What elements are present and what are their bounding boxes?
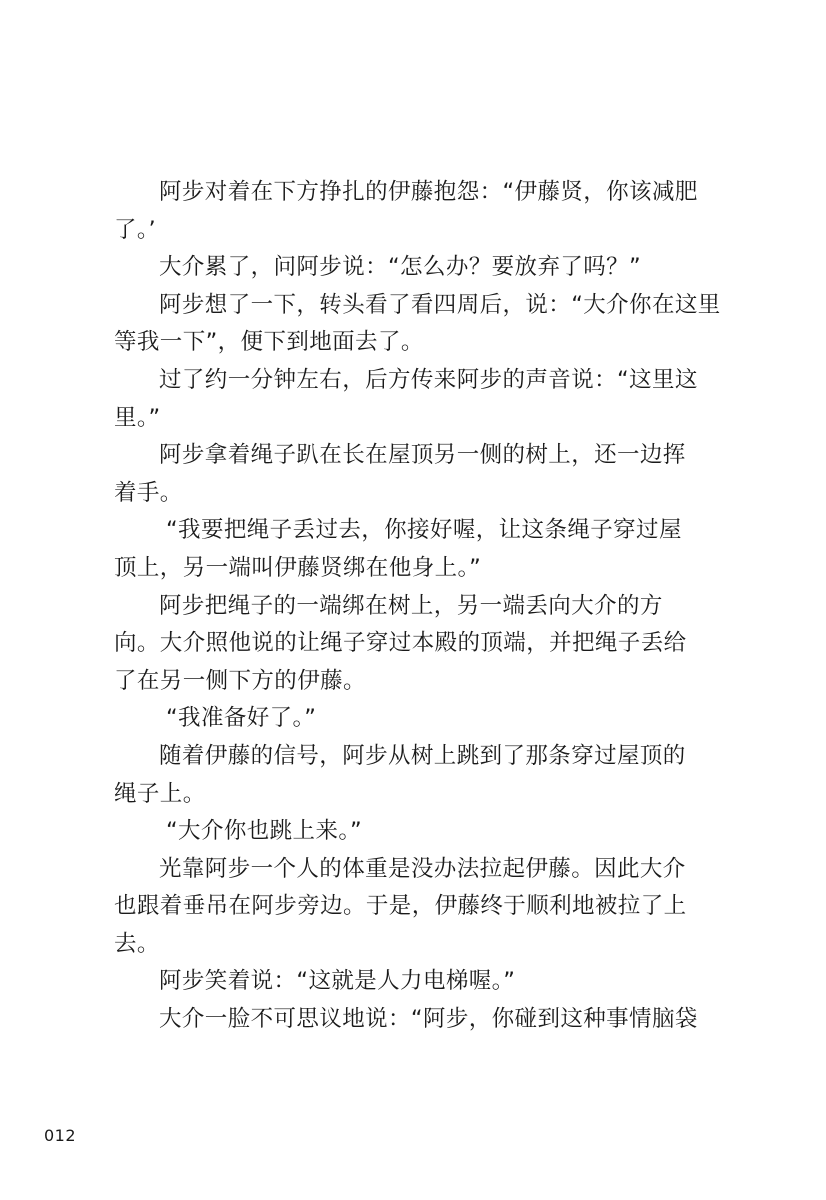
text-line: 绳子上。 — [114, 780, 206, 807]
text-line: 阿步想了一下，转头看了看四周后，说：“大介你在这里 — [159, 291, 721, 318]
text-line: “我要把绳子丢过去，你接好喔，让这条绳子穿过屋 — [166, 517, 682, 544]
text-line: 阿步对着在下方挣扎的伊藤抱怨：“伊藤贤，你该减肥 — [159, 179, 698, 205]
text-line: 过了约一分钟左右，后方传来阿步的声音说：“这里这 — [159, 366, 698, 393]
text-line: 阿步把绳子的一端绑在树上，另一端丢向大介的方 — [159, 592, 663, 619]
text-line: 光靠阿步一个人的体重是没办法拉起伊藤。因此大介 — [159, 855, 686, 882]
text-line: 阿步笑着说：“这就是人力电梯喔。” — [159, 968, 516, 995]
text-line: “我准备好了。” — [166, 705, 317, 732]
page-number: 012 — [44, 1126, 77, 1145]
text-line: 着手。 — [114, 479, 183, 506]
text-line: 大介一脸不可思议地说：“阿步，你碰到这种事情脑袋 — [159, 1006, 698, 1033]
text-line: 了在另一侧下方的伊藤。 — [114, 667, 366, 694]
text-line: “大介你也跳上来。” — [166, 818, 363, 845]
text-line: 向。大介照他说的让绳子穿过本殿的顶端，并把绳子丢给 — [114, 630, 687, 657]
body-text — [114, 174, 721, 1039]
text-line: 去。 — [114, 930, 160, 957]
text-line: 了。’ — [114, 216, 157, 243]
text-line: 随着伊藤的信号，阿步从树上跳到了那条穿过屋顶的 — [159, 742, 686, 769]
text-line: 里。” — [114, 404, 161, 431]
text-line: 阿步拿着绳子趴在长在屋顶另一侧的树上，还一边挥 — [159, 442, 686, 469]
text-line: 也跟着垂吊在阿步旁边。于是，伊藤终于顺利地被拉了上 — [114, 893, 687, 920]
text-line: 顶上，另一端叫伊藤贤绑在他身上。” — [114, 554, 482, 581]
text-line: 大介累了，问阿步说：“怎么办？要放弃了吗？” — [159, 254, 642, 281]
text-line: 等我一下”，便下到地面去了。 — [114, 329, 424, 356]
